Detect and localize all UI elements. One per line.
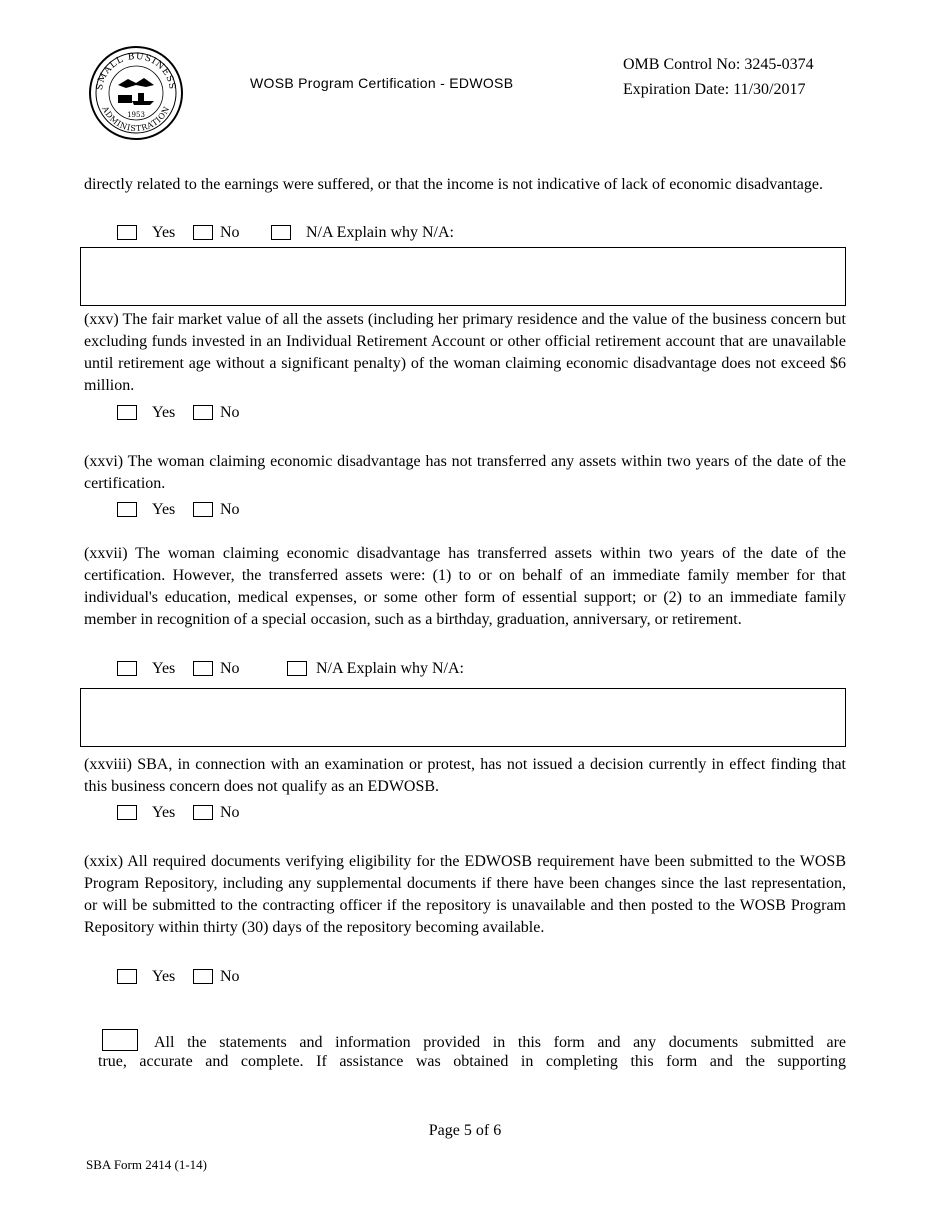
form-title: WOSB Program Certification - EDWOSB bbox=[250, 75, 514, 91]
no-label: No bbox=[220, 660, 240, 677]
section-xxvii-text: (xxvii) The woman claiming economic disadvantage has transferred assets within two years of the date of the certification. However, the transferred assets were: (1) to or on behalf of an immediate family member for that individual's education, medical expenses, or some other form of essential support; or (2) to an immediate family member in recognition of a special occasion, such as a birthday, graduation, anniversary, or retirement. bbox=[84, 545, 846, 628]
yes-checkbox[interactable] bbox=[117, 661, 137, 676]
no-checkbox[interactable] bbox=[193, 225, 213, 240]
certification-statement-line1: All the statements and information provided in this form and any documents submitted are bbox=[154, 1034, 846, 1051]
expiration-date: Expiration Date: 11/30/2017 bbox=[623, 81, 806, 98]
na-label: N/A Explain why N/A: bbox=[306, 224, 454, 241]
na-explanation-field[interactable] bbox=[80, 247, 846, 306]
yes-checkbox[interactable] bbox=[117, 805, 137, 820]
yes-label: Yes bbox=[152, 224, 176, 241]
section-xxix-text: (xxix) All required documents verifying eligibility for the EDWOSB requirement have been submitted to the WOSB Program Repository, including any supplemental documents if there have been changes since the last representation, or will be submitted to the contracting officer if the repository is unavailable and then posted to the WOSB Program Repository within thirty (30) days of the repository becoming available. bbox=[84, 853, 846, 936]
na-explanation-field[interactable] bbox=[80, 688, 846, 747]
form-identifier: SBA Form 2414 (1-14) bbox=[86, 1157, 207, 1172]
yes-label: Yes bbox=[152, 404, 176, 421]
no-checkbox[interactable] bbox=[193, 502, 213, 517]
certification-statement-line2: true, accurate and complete. If assistance was obtained in completing this form and the supporting bbox=[98, 1053, 846, 1070]
omb-control-number: OMB Control No: 3245-0374 bbox=[623, 56, 814, 73]
certification-checkbox[interactable] bbox=[102, 1029, 138, 1051]
na-label: N/A Explain why N/A: bbox=[316, 660, 464, 677]
no-checkbox[interactable] bbox=[193, 805, 213, 820]
no-label: No bbox=[220, 224, 240, 241]
yes-label: Yes bbox=[152, 968, 176, 985]
omb-block bbox=[623, 52, 814, 102]
section-continuation-text: directly related to the earnings were suffered, or that the income is not indicative of lack of economic disadvantage. bbox=[84, 176, 823, 193]
yes-checkbox[interactable] bbox=[117, 502, 137, 517]
yes-checkbox[interactable] bbox=[117, 969, 137, 984]
section-xxvi-text: (xxvi) The woman claiming economic disadvantage has not transferred any assets within two years of the date of the certification. bbox=[84, 453, 846, 492]
na-checkbox[interactable] bbox=[287, 661, 307, 676]
section-xxv-text: (xxv) The fair market value of all the assets (including her primary residence and the value of the business concern but excluding funds invested in an Individual Retirement Account or other official retirement account that are unavailable until retirement age without a significant penalty) of the woman claiming economic disadvantage does not exceed $6 million. bbox=[84, 311, 846, 394]
na-checkbox[interactable] bbox=[271, 225, 291, 240]
yes-label: Yes bbox=[152, 804, 176, 821]
no-label: No bbox=[220, 404, 240, 421]
no-label: No bbox=[220, 968, 240, 985]
page-number: Page 5 of 6 bbox=[428, 1122, 502, 1139]
no-checkbox[interactable] bbox=[193, 969, 213, 984]
yes-checkbox[interactable] bbox=[117, 225, 137, 240]
yes-checkbox[interactable] bbox=[117, 405, 137, 420]
seal-bottom-text: ADMINISTRATION bbox=[100, 104, 172, 134]
sba-seal bbox=[88, 45, 184, 141]
yes-label: Yes bbox=[152, 501, 176, 518]
no-label: No bbox=[220, 804, 240, 821]
section-xxviii-text: (xxviii) SBA, in connection with an examination or protest, has not issued a decision currently in effect finding that this business concern does not qualify as an EDWOSB. bbox=[84, 756, 846, 795]
yes-label: Yes bbox=[152, 660, 176, 677]
seal-year: 1953 bbox=[127, 111, 145, 119]
no-checkbox[interactable] bbox=[193, 405, 213, 420]
no-label: No bbox=[220, 501, 240, 518]
no-checkbox[interactable] bbox=[193, 661, 213, 676]
seal-top-text: SMALL BUSINESS bbox=[95, 51, 177, 91]
